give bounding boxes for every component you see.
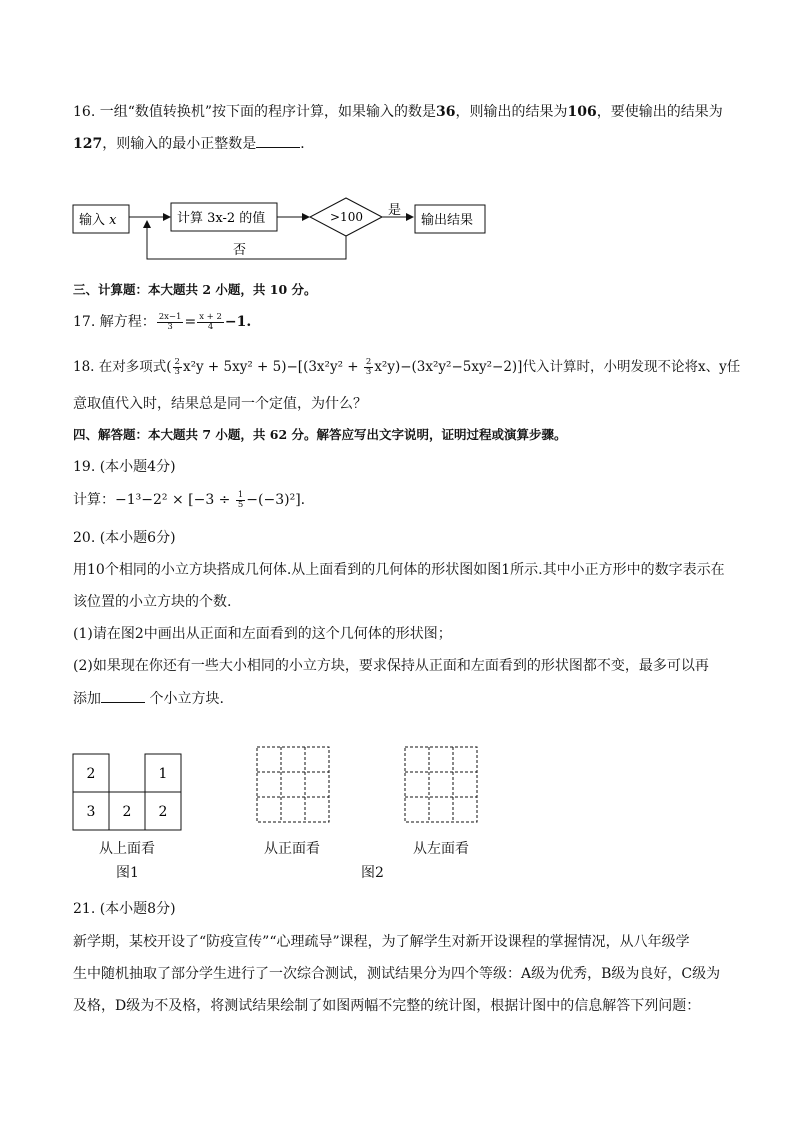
q21-line1: 新学期，某校开设了“防疫宣传”“心理疏导”课程，为了解学生对新开设课程的掌握情况，从八年级学 (73, 934, 690, 950)
q16-text: ，则输出的结果为 (455, 104, 568, 120)
frac-denominator: 3 (167, 321, 173, 332)
q21-line2: 生中随机抽取了部分学生进行了一次综合测试，测试结果分为四个等级：A级为优秀，B级为良好，C级为 (73, 966, 721, 982)
q20-line1: 用10个相同的小立方块搭成几何体.从上面看到的几何体的形状图如图1所示.其中小正方形中的数字表示在 (73, 562, 725, 578)
q20-line2: 该位置的小立方块的个数. (73, 594, 232, 610)
fig2-label: 图2 (361, 865, 384, 881)
fig1-caption: 从上面看 (99, 841, 155, 857)
frac-numerator: 2 (174, 357, 180, 367)
frac-numerator: 1 (237, 489, 244, 500)
frac-denominator: 5 (237, 499, 244, 510)
q21-line3: 及格，D级为不及格，将测试结果绘制了如图两幅不完整的统计图，根据计图中的信息解答下列问题： (73, 998, 701, 1014)
front-view-caption: 从正面看 (264, 841, 320, 857)
figure2-front-grid[interactable] (257, 747, 329, 822)
q20-part1: (1)请在图2中画出从正面和左面看到的这个几何体的形状图； (73, 626, 452, 642)
q18-line2: 意取值代入时，结果总是同一个定值，为什么？ (73, 396, 367, 412)
q20-part2-post: 个小立方块. (149, 691, 224, 707)
fig1-count: 2 (86, 766, 96, 782)
fig1-count: 2 (158, 804, 168, 820)
frac-denominator: 3 (174, 367, 180, 377)
q18-expression: x²y + 5xy² + 5)−[(3x²y² + (182, 359, 363, 375)
q17-equals: = (184, 314, 197, 330)
frac-denominator: 3 (365, 367, 372, 377)
flow-input-var: x (109, 213, 117, 228)
flow-no-label: 否 (233, 243, 247, 258)
q16-input-value: 36 (436, 104, 456, 120)
q16-target-value: 127 (73, 136, 103, 152)
q19-prefix: 计算：−1³−2² × [−3 ÷ (73, 492, 235, 508)
left-view-caption: 从左面看 (413, 841, 469, 857)
q18-prefix: 18. 在对多项式( (73, 359, 172, 375)
flow-compute-label: 计算 3x-2 的值 (177, 211, 266, 226)
q20-part2-pre: 添加 (73, 691, 101, 707)
section3-title: 三、计算题：本大题共 2 小题，共 10 分。 (73, 282, 317, 297)
q16-end: ． (300, 136, 315, 152)
section4-title: 四、解答题：本大题共 7 小题，共 62 分。解答应写出文字说明，证明过程或演算步骤。 (73, 427, 567, 442)
frac-numerator: 2 (365, 357, 372, 367)
flow-condition-label: >100 (330, 210, 363, 224)
q17-prefix: 17. 解方程： (73, 314, 156, 330)
q16-output-value: 106 (567, 104, 597, 120)
q19-header: 19. (本小题4分) (73, 459, 176, 475)
q18-expression: x²y)−(3x²y²−5xy²−2)]代入计算时，小明发现不论将x、y任 (374, 359, 741, 375)
flow-input-label: 输入 (79, 213, 106, 228)
fig1-count: 1 (158, 766, 168, 782)
q16-text: 16. 一组“数值转换机”按下面的程序计算，如果输入的数是 (73, 104, 437, 120)
fig1-count: 3 (86, 804, 96, 820)
q19-suffix: −(−3)²]. (246, 492, 306, 508)
fig1-label: 图1 (116, 865, 139, 881)
figure2-left-grid[interactable] (405, 747, 477, 822)
q21-header: 21. (本小题8分) (73, 901, 176, 917)
frac-numerator: x + 2 (199, 311, 222, 322)
fig1-count: 2 (122, 804, 132, 820)
q20-header: 20. (本小题6分) (73, 530, 176, 546)
q16-text: ，要使输出的结果为 (596, 104, 723, 120)
q20-part2-line1: (2)如果现在你还有一些大小相同的小立方块，要求保持从正面和左面看到的形状图都不变，最多可以再 (73, 658, 709, 674)
frac-denominator: 4 (207, 321, 214, 332)
flow-output-label: 输出结果 (421, 213, 474, 228)
q16-text: ，则输入的最小正整数是 (102, 136, 257, 152)
flow-yes-label: 是 (388, 203, 402, 218)
frac-numerator: 2x−1 (158, 311, 182, 322)
q17-tail: −1. (224, 314, 252, 330)
